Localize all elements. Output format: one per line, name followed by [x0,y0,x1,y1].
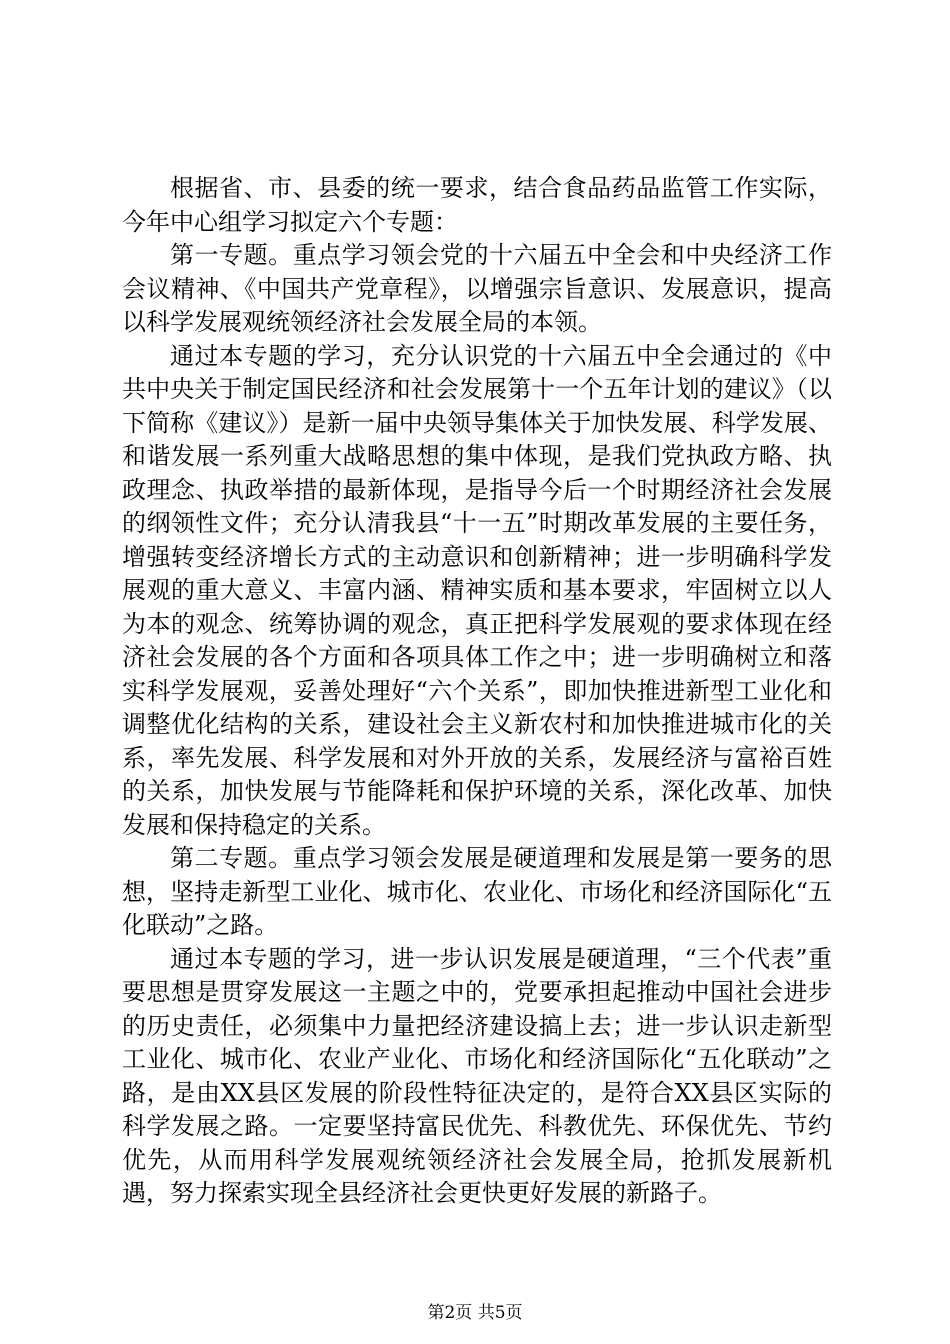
paragraph-topic-two: 第二专题。重点学习领会发展是硬道理和发展是第一要务的思想，坚持走新型工业化、城市化、农业化、市场化和经济国际化“五化联动”之路。 [122,844,832,939]
paragraph-topic-one-detail: 通过本专题的学习，充分认识党的十六届五中全会通过的《中共中央关于制定国民经济和社会发展第十一个五年计划的建议》（以下简称《建议》）是新一届中央领导集体关于加快发展、科学发展、和谐发展一系列重大战略思想的集中体现，是我们党执政方略、执政理念、执政举措的最新体现，是指导今后一个时期经济社会发展的纲领性文件；充分认清我县“十一五”时期改革发展的主要任务，增强转变经济增长方式的主动意识和创新精神；进一步明确科学发展观的重大意义、丰富内涵、精神实质和基本要求，牢固树立以人为本的观念、统筹协调的观念，真正把科学发展观的要求体现在经济社会发展的各个方面和各项具体工作之中；进一步明确树立和落实科学发展观，妥善处理好“六个关系”，即加快推进新型工业化和调整优化结构的关系，建设社会主义新农村和加快推进城市化的关系，率先发展、科学发展和对外开放的关系，发展经济与富裕百姓的关系，加快发展与节能降耗和保护环境的关系，深化改革、加快发展和保持稳定的关系。 [122,341,832,839]
paragraph-intro: 根据省、市、县委的统一要求，结合食品药品监管工作实际，今年中心组学习拟定六个专题： [122,174,832,236]
paragraph-topic-two-detail: 通过本专题的学习，进一步认识发展是硬道理，“三个代表”重要思想是贯穿发展这一主题之中的，党要承担起推动中国社会进步的历史责任，必须集中力量把经济建设搞上去；进一步认识走新型工业化、城市化、农业产业化、市场化和经济国际化“五化联动”之路，是由XX县区发展的阶段性特征决定的，是符合XX县区实际的科学发展之路。一定要坚持富民优先、科教优先、环保优先、节约优先，从而用科学发展观统领经济社会发展全局，抢抓发展新机遇，努力探索实现全县经济社会更快更好发展的新路子。 [122,944,832,1207]
document-body [122,172,832,1211]
paragraph-topic-one: 第一专题。重点学习领会党的十六届五中全会和中央经济工作会议精神、《中国共产党章程》，以增强宗旨意识、发展意识，提高以科学发展观统领经济社会发展全局的本领。 [122,241,832,336]
page-number-footer: 第2页 共5页 [427,1303,523,1323]
